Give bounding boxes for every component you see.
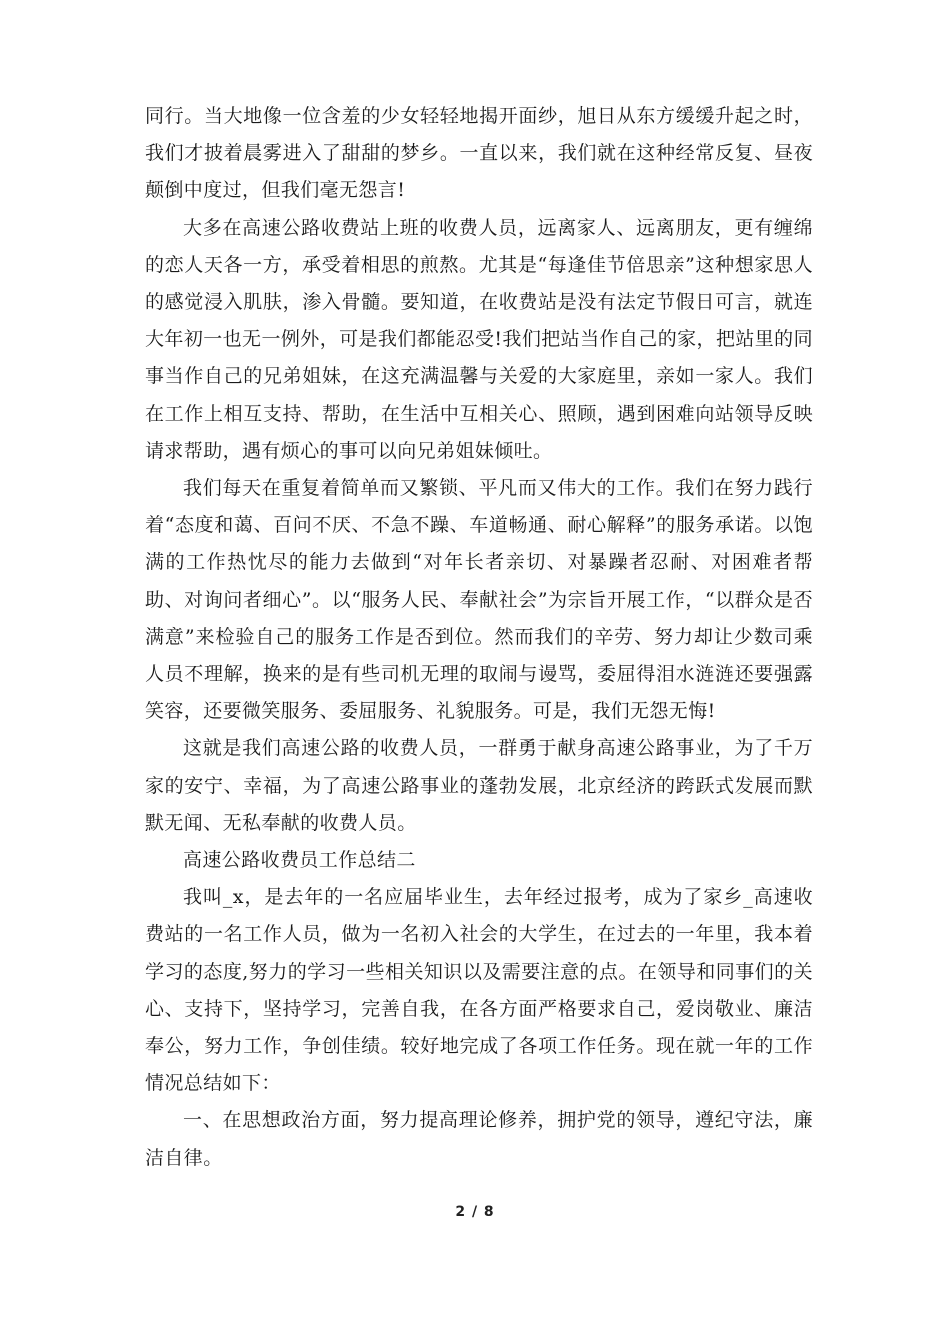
paragraph-dedication: 这就是我们高速公路的收费人员，一群勇于献身高速公路事业，为了千万家的安宁、幸福，为了高速公路事业的蓬勃发展，北京经济的跨跃式发展而默默无闻、无私奉献的收费人员。 (145, 737, 813, 834)
section-heading: 高速公路收费员工作总结二 (183, 849, 416, 872)
paragraph-introduction: 我叫_x，是去年的一名应届毕业生，去年经过报考，成为了家乡_高速收费站的一名工作人员，做为一名初入社会的大学生，在过去的一年里，我本着学习的态度,努力的学习一些相关知识以及需要注意的点。在领导和同事们的关心、支持下，坚持学习，完善自我，在各方面严格要求自己，爱岗敬业、廉洁奉公，努力工作，争创佳绩。较好地完成了各项工作任务。现在就一年的工作情况总结如下： (145, 886, 813, 1095)
page-number: 2 / 8 (455, 1204, 495, 1220)
paragraph-service-commitment: 我们每天在重复着简单而又繁锁、平凡而又伟大的工作。我们在努力践行着“态度和蔼、百问不厌、不急不躁、车道畅通、耐心解释”的服务承诺。以饱满的工作热忱尽的能力去做到“对年长者亲切、对暴躁者忍耐、对困难者帮助、对询问者细心”。以“服务人民、奉献社会”为宗旨开展工作，“以群众是否满意”来检验自己的服务工作是否到位。然而我们的辛劳、努力却让少数司乘人员不理解，换来的是有些司机无理的取闹与谩骂，委屈得泪水涟涟还要强露笑容，还要微笑服务、委屈服务、礼貌服务。可是，我们无怨无悔! (145, 477, 813, 723)
paragraph-political-thought: 一、在思想政治方面，努力提高理论修养，拥护党的领导，遵纪守法，廉洁自律。 (145, 1109, 813, 1169)
document-body (145, 98, 813, 1177)
paragraph-staff-away-from-family: 大多在高速公路收费站上班的收费人员，远离家人、远离朋友，更有缠绵的恋人天各一方，承受着相思的煎熬。尤其是“每逢佳节倍思亲”这种想家思人的感觉浸入肌肤，渗入骨髓。要知道，在收费站是没有法定节假日可言，就连大年初一也无一例外，可是我们都能忍受!我们把站当作自己的家，把站里的同事当作自己的兄弟姐妹，在这充满温馨与关爱的大家庭里，亲如一家人。我们在工作上相互支持、帮助，在生活中互相关心、照顾，遇到困难向站领导反映请求帮助，遇有烦心的事可以向兄弟姐妹倾吐。 (145, 216, 813, 462)
paragraph-continuation: 同行。当大地像一位含羞的少女轻轻地揭开面纱，旭日从东方缓缓升起之时，我们才披着晨雾进入了甜甜的梦乡。一直以来，我们就在这种经常反复、昼夜颠倒中度过，但我们毫无怨言! (145, 105, 813, 202)
